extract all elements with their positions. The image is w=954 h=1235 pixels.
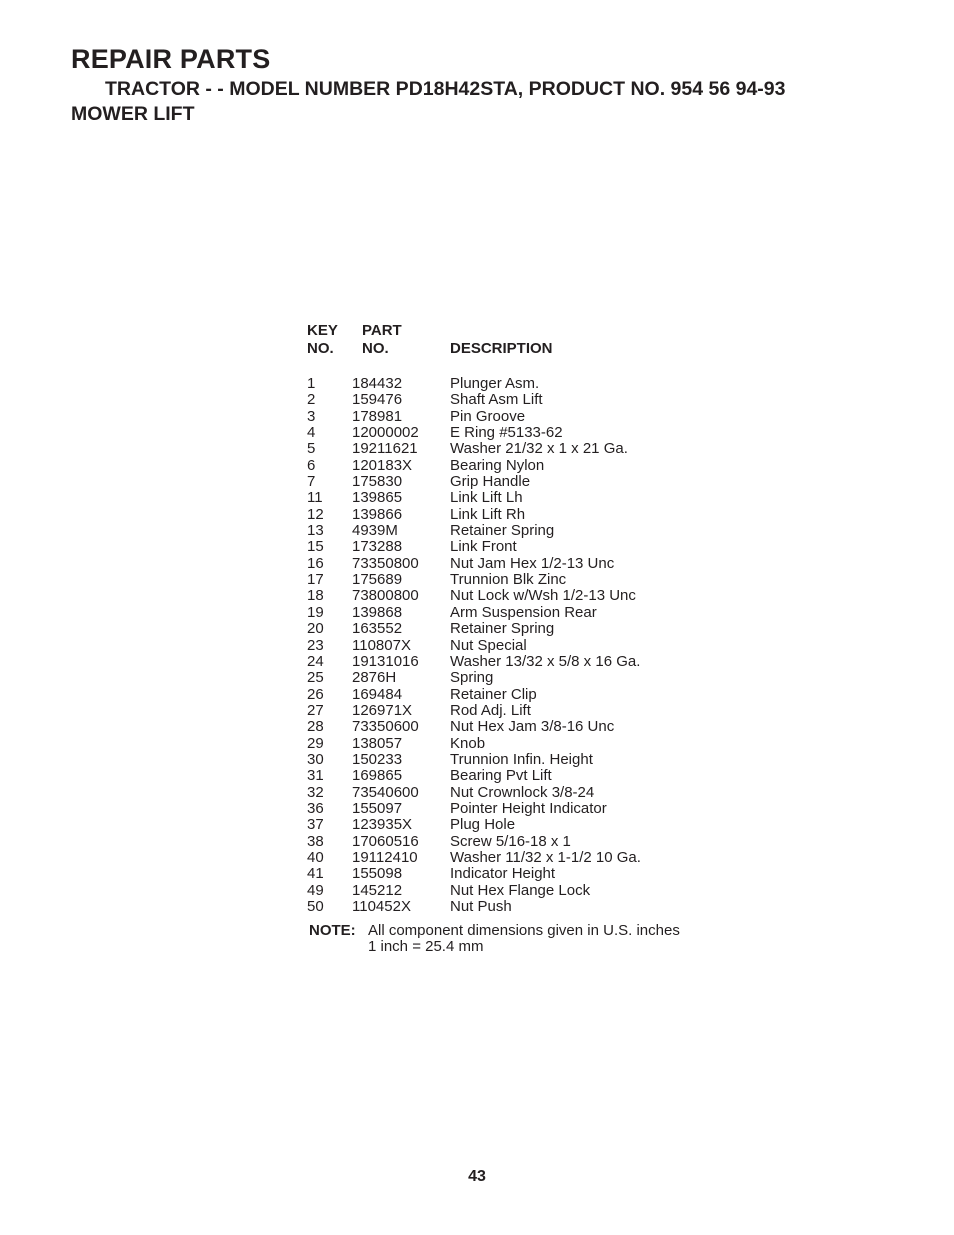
- part-description: Link Lift Rh: [450, 505, 526, 523]
- part-description: Trunnion Infin. Height: [450, 750, 593, 768]
- key-no: 49: [307, 881, 324, 899]
- part-description: Nut Push: [450, 898, 512, 915]
- part-no: 139866: [352, 505, 403, 523]
- part-no: 73540600: [352, 783, 419, 801]
- table-row: [307, 883, 747, 899]
- part-no: 175830: [352, 473, 403, 491]
- part-description: Spring: [450, 669, 494, 687]
- part-description: Link Front: [450, 538, 517, 556]
- key-no: 37: [307, 816, 324, 834]
- table-row: [307, 801, 747, 817]
- key-no: 13: [307, 522, 324, 540]
- table-row: [307, 866, 747, 882]
- table-row: [307, 638, 747, 654]
- part-description: Knob: [450, 734, 486, 752]
- part-no: 73350800: [352, 554, 419, 572]
- part-description: Nut Hex Flange Lock: [450, 881, 591, 899]
- part-no: 184432: [352, 375, 403, 392]
- part-no: 173288: [352, 538, 403, 556]
- table-row: [307, 605, 747, 621]
- table-row: [307, 392, 747, 408]
- part-no: 169484: [352, 685, 403, 703]
- key-no: 16: [307, 554, 324, 572]
- model-subtitle: TRACTOR - - MODEL NUMBER PD18H42STA, PRODUCT NO. 954 56 94-93: [105, 78, 786, 100]
- table-row: [307, 703, 747, 719]
- note-line-1: All component dimensions given in U.S. inches: [368, 922, 680, 940]
- key-no: 2: [307, 391, 316, 409]
- key-no: 3: [307, 407, 316, 425]
- table-row: [307, 409, 747, 425]
- table-row: [307, 507, 747, 523]
- parts-list: [307, 322, 747, 956]
- table-row: [307, 425, 747, 441]
- table-row: [307, 736, 747, 752]
- table-row: [307, 376, 747, 392]
- key-no: 27: [307, 701, 324, 719]
- part-no: 123935X: [352, 816, 413, 834]
- key-no: 20: [307, 620, 324, 638]
- part-no: 139868: [352, 603, 403, 621]
- key-no: 30: [307, 750, 324, 768]
- key-no: 41: [307, 865, 324, 883]
- table-row: [307, 621, 747, 637]
- part-description: Rod Adj. Lift: [450, 701, 531, 719]
- part-no: 73350600: [352, 718, 419, 736]
- description-header: DESCRIPTION: [450, 339, 553, 357]
- part-no: 138057: [352, 734, 403, 752]
- key-no: 15: [307, 538, 324, 556]
- table-row: [307, 539, 747, 555]
- part-no: 150233: [352, 750, 403, 768]
- key-no: 36: [307, 799, 324, 817]
- key-no: 31: [307, 767, 324, 785]
- part-description: Shaft Asm Lift: [450, 391, 543, 409]
- table-row: [307, 474, 747, 490]
- part-no: 110452X: [352, 898, 411, 915]
- part-description: Washer 11/32 x 1-1/2 10 Ga.: [450, 848, 641, 866]
- part-no: 19131016: [352, 652, 419, 670]
- section-title: MOWER LIFT: [71, 103, 195, 125]
- page-number: 43: [468, 1168, 486, 1185]
- part-no: 155098: [352, 865, 403, 883]
- part-no: 12000002: [352, 424, 419, 442]
- part-no: 178981: [352, 407, 403, 425]
- table-row: [307, 768, 747, 784]
- key-no: 40: [307, 848, 324, 866]
- key-no: 19: [307, 603, 324, 621]
- part-description: Nut Special: [450, 636, 527, 654]
- part-description: Screw 5/16-18 x 1: [450, 832, 571, 850]
- key-no: 32: [307, 783, 324, 801]
- table-row: [307, 572, 747, 588]
- table-row: [307, 441, 747, 457]
- table-row: [307, 752, 747, 768]
- key-no: 26: [307, 685, 324, 703]
- part-description: Pointer Height Indicator: [450, 799, 607, 817]
- part-no: 139865: [352, 489, 403, 507]
- key-no: 11: [307, 489, 323, 507]
- key-no: 4: [307, 424, 316, 442]
- part-no: 145212: [352, 881, 403, 899]
- table-row: [307, 834, 747, 850]
- part-description: Bearing Pvt Lift: [450, 767, 552, 785]
- part-description: E Ring #5133-62: [450, 424, 563, 442]
- key-no: 24: [307, 652, 324, 670]
- table-row: [307, 687, 747, 703]
- part-no: 175689: [352, 571, 403, 589]
- key-no: 50: [307, 898, 324, 915]
- part-description: Link Lift Lh: [450, 489, 523, 507]
- table-row: [307, 719, 747, 735]
- part-description: Arm Suspension Rear: [450, 603, 597, 621]
- part-no: 120183X: [352, 456, 413, 474]
- key-no: 1: [307, 375, 316, 392]
- table-row: [307, 458, 747, 474]
- part-description: Nut Crownlock 3/8-24: [450, 783, 595, 801]
- page-title: REPAIR PARTS: [71, 44, 271, 74]
- part-no-header: PART NO.: [362, 322, 402, 357]
- table-row: [307, 588, 747, 604]
- parts-rows: [307, 376, 747, 915]
- part-description: Trunnion Blk Zinc: [450, 571, 567, 589]
- table-row: [307, 817, 747, 833]
- part-no: 17060516: [352, 832, 419, 850]
- parts-list-header: [307, 322, 747, 376]
- table-row: [307, 899, 747, 915]
- key-no: 12: [307, 505, 324, 523]
- part-description: Grip Handle: [450, 473, 531, 491]
- key-no: 38: [307, 832, 324, 850]
- part-no: 169865: [352, 767, 403, 785]
- key-no: 6: [307, 456, 316, 474]
- note-label: NOTE:: [309, 922, 356, 940]
- part-no: 159476: [352, 391, 403, 409]
- part-description: Pin Groove: [450, 407, 526, 425]
- key-no: 29: [307, 734, 324, 752]
- part-description: Washer 21/32 x 1 x 21 Ga.: [450, 440, 628, 458]
- part-no: 73800800: [352, 587, 419, 605]
- part-description: Retainer Spring: [450, 522, 555, 540]
- key-no: 23: [307, 636, 324, 654]
- part-description: Nut Lock w/Wsh 1/2-13 Unc: [450, 587, 636, 605]
- table-row: [307, 556, 747, 572]
- key-no: 7: [307, 473, 316, 491]
- key-no: 25: [307, 669, 324, 687]
- part-description: Nut Jam Hex 1/2-13 Unc: [450, 554, 615, 572]
- part-description: Plunger Asm.: [450, 375, 540, 392]
- key-no: 18: [307, 587, 324, 605]
- key-no: 28: [307, 718, 324, 736]
- part-description: Nut Hex Jam 3/8-16 Unc: [450, 718, 615, 736]
- part-no: 19211621: [352, 440, 418, 458]
- table-row: [307, 490, 747, 506]
- part-description: Indicator Height: [450, 865, 556, 883]
- part-description: Bearing Nylon: [450, 456, 545, 474]
- part-no: 163552: [352, 620, 403, 638]
- table-row: [307, 523, 747, 539]
- part-description: Retainer Clip: [450, 685, 537, 703]
- part-description: Washer 13/32 x 5/8 x 16 Ga.: [450, 652, 641, 670]
- part-no: 19112410: [352, 848, 418, 866]
- table-row: [307, 654, 747, 670]
- table-row: [307, 850, 747, 866]
- part-no: 126971X: [352, 701, 413, 719]
- note-line-2: 1 inch = 25.4 mm: [368, 938, 484, 956]
- part-no: 2876H: [352, 669, 397, 687]
- key-no: 17: [307, 571, 324, 589]
- table-row: [307, 785, 747, 801]
- part-description: Retainer Spring: [450, 620, 555, 638]
- part-description: Plug Hole: [450, 816, 516, 834]
- part-no: 155097: [352, 799, 403, 817]
- key-no-header: KEY NO.: [307, 322, 338, 357]
- key-no: 5: [307, 440, 316, 458]
- part-no: 4939M: [352, 522, 398, 540]
- part-no: 110807X: [352, 636, 411, 654]
- table-row: [307, 670, 747, 686]
